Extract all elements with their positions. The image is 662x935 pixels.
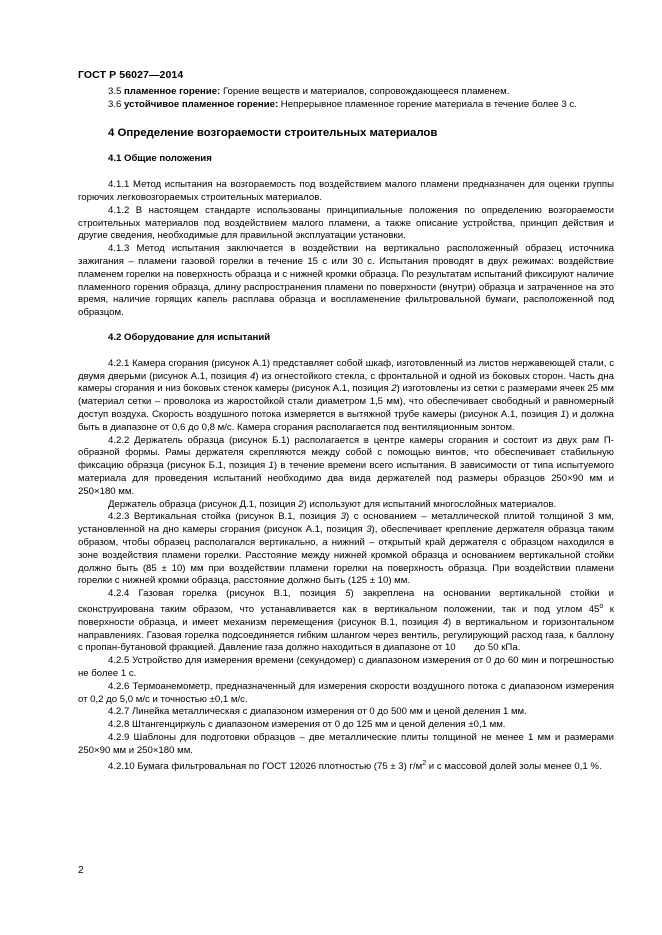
section-4-1-title: 4.1 Общие положения bbox=[108, 153, 212, 165]
document-body bbox=[78, 86, 630, 774]
page-number: 2 bbox=[78, 865, 84, 876]
paragraph-4-2-8: 4.2.8 Штангенциркуль с диапазоном измерения от 0 до 125 мм и ценой деления ±0,1 мм. bbox=[108, 719, 506, 731]
paragraph-4-2-1: 4.2.1 Камера сгорания (рисунок А.1) представляет собой шкаф, изготовленный из листов нержавеющей стали, с двумя дверьми (рисунок А.1, позиция 4) из огнестойкого стекла, с фронтальной и одной из боковых сторон. Часть дна камеры сгорания и низ боковых стенок камеры (рисунок А.1, позиция 2) изготовлены из сетки с размерами ячеек 25 мм (материал сетки – проволока из жаростойкой стали диаметром 1,5 мм), что обеспечивает свободный и равномерный доступ воздуха. Скорость воздушного потока измеряется в вытяжной трубе камеры (рисунок А.1, позиция 1) и должна быть в диапазоне от 0,6 до 0,8 м/с. Камера сгорания располагается под вентиляционным зонтом. bbox=[78, 357, 614, 433]
section-4-2-title: 4.2 Оборудование для испытаний bbox=[108, 331, 271, 343]
definition-3-5: 3.5 пламенное горение: Горение веществ и материалов, сопровождающееся пламенем. bbox=[108, 86, 510, 97]
definition-3-6: 3.6 устойчивое пламенное горение: Непрерывное пламенное горение материала в течение более 3 с. bbox=[108, 98, 577, 110]
section-4-1-body bbox=[78, 179, 614, 320]
section-4-title: 4 Определение возгораемости строительных материалов bbox=[108, 126, 438, 139]
paragraph-4-2-2-holder: Держатель образца (рисунок Д.1, позиция 2) используют для испытаний многослойных материалов. bbox=[108, 498, 557, 510]
paragraph-4-2-2: 4.2.2 Держатель образца (рисунок Б.1) располагается в центре камеры сгорания и состоит из двух рам П-образной формы. Рамы держателя скрепляются между собой с помощью винтов, что обеспечивает стабильную фиксацию образца (рисунок Б.1, позиция 1) в течение времени всего испытания. В зависимости от типа испытуемого материала для проведения испытаний необходимо два вида держателей под размеры образцов 250×90 мм и 250×180 мм. bbox=[78, 434, 630, 497]
standard-header: ГОСТ Р 56027—2014 bbox=[78, 69, 184, 81]
paragraph-4-1-3: 4.1.3 Метод испытания заключается в воздействии на вертикально расположенный образец источника зажигания – пламени газовой горелки в течение 15 с или 30 с. Испытания проводят в двух режимах: воздействие пламенем горелки на поверхность образца и с нижней кромки образца. По результатам испытаний фиксируют наличие пламенного горения образца, длину распространения пламени по поверхности (внутри) образца и затраченное на это время, наличие горящих капель расплава образца и воспламенение фильтровальной бумаги, расположенной под образцом. bbox=[78, 243, 614, 319]
paragraph-4-2-6: 4.2.6 Термоанемометр, предназначенный для измерения скорости воздушного потока с диапазоном измерения от 0,2 до 5,0 м/с и точностью ±0,1 м/с. bbox=[78, 680, 614, 705]
paragraph-4-2-5: 4.2.5 Устройство для измерения времени (секундомер) с диапазоном измерения от 0 до 60 мин и погрешностью не более 1 с. bbox=[78, 655, 614, 680]
paragraph-4-2-10: 4.2.10 Бумага фильтровальная по ГОСТ 12026 плотностью (75 ± 3) $г/м^2$ и с массовой долей золы менее 0,1 %. bbox=[108, 759, 602, 772]
paragraph-4-1-2: 4.1.2 В настоящем стандарте использованы принципиальные положения по определению возгораемости строительных материалов под воздействием малого пламени, а также описание устройства, принцип действия и другие сведения, необходимые для правильной эксплуатации установки. bbox=[78, 204, 614, 242]
paragraph-4-2-4: 4.2.4 Газовая горелка (рисунок В.1, позиция 5) закреплена на основании вертикальной стойки и сконструирована таким образом, что устанавливается как в вертикальном положении, так и под углом $45^о$ к поверхности образца, и имеет механизм перемещения (рисунок В.1, позиция 4) в вертикальном и горизонтальном направлениях. Газовая горелка подсоединяется гибким шлангом через вентиль, регулирующий расход газа, к баллону с пропан-бутановой фракцией. Давление газа должно находиться в диапазоне от 10 до 50 кПа. bbox=[78, 588, 617, 654]
paragraph-4-1-1: 4.1.1 Метод испытания на возгораемость под воздействием малого пламени предназначен для оценки группы горючих легковозгораемых строительных материалов. bbox=[78, 179, 614, 203]
paragraph-4-2-9: 4.2.9 Шаблоны для подготовки образцов – две металлические плиты толщиной не менее 1 мм и размерами 250×90 мм и 250×180 мм. bbox=[78, 732, 614, 756]
paragraph-4-2-3: 4.2.3 Вертикальная стойка (рисунок В.1, позиция 3) с основанием – металлической плитой толщиной 3 мм, установленной на дно камеры сгорания (рисунок А.1, позиция 3), обеспечивает крепление держателя образца таким образом, чтобы образец располагался вертикально, а нижний – открытый край держателя с образцом находился в зоне воздействия пламени горелки. Расстояние между нижней кромкой образца и основанием вертикальной стойки должно быть (85 ± 10) мм при воздействии пламени горелки на поверхность образца. При воздействии пламени горелки с нижней кромки образца, расстояние должно быть (125 ± 10) мм. bbox=[78, 511, 614, 587]
paragraph-4-2-7: 4.2.7 Линейка металлическая с диапазоном измерения от 0 до 500 мм и ценой деления 1 мм. bbox=[108, 706, 527, 718]
